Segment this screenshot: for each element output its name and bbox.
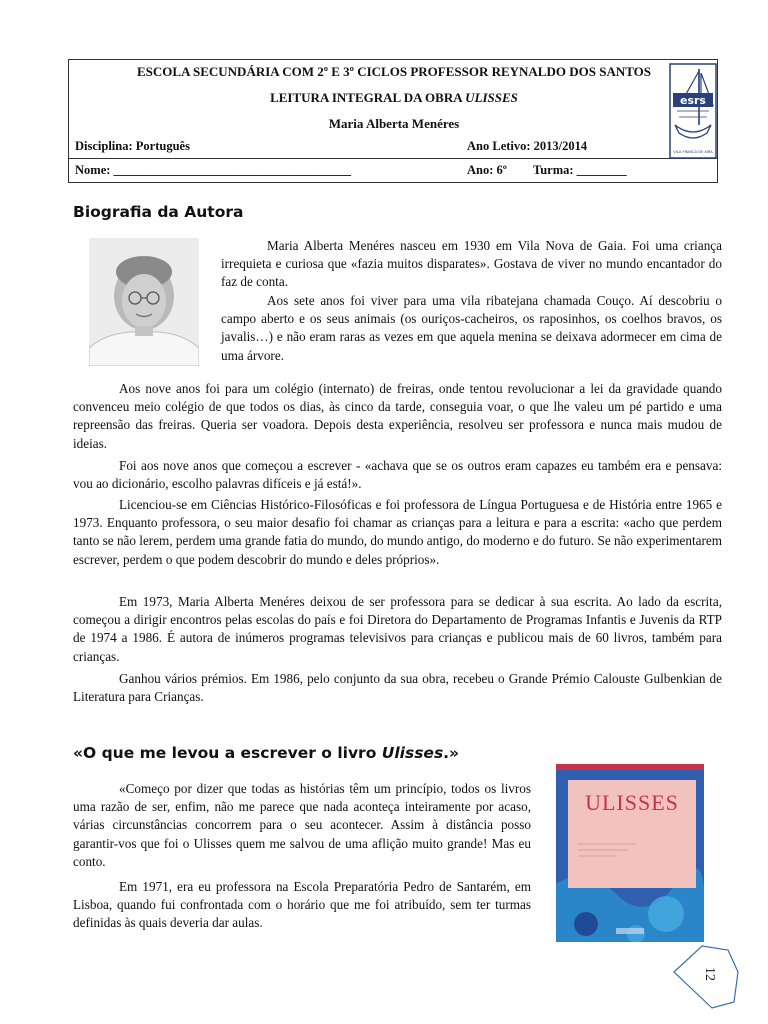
- writing-heading-prefix: «O que me levou a escrever o livro: [73, 744, 382, 762]
- reading-prefix: LEITURA INTEGRAL DA OBRA: [270, 90, 466, 105]
- biography-heading: Biografia da Autora: [73, 203, 244, 221]
- writing-paragraph-1: «Começo por dizer que todas as histórias têm um princípio, todos os livros uma razão de ser, enfim, não me parece que nada aconteça inteiramente por acaso, várias circunstâncias concorrem para o seu acontecer. Assim à distância posso garantir-vos que foi o Ulisses quem me salvou de uma aflição muito grande! Mas eu conto.: [73, 781, 531, 869]
- bio-paragraph-2: Aos sete anos foi viver para uma vila ribatejana chamada Couço. Aí descobriu o campo aberto e os seus animais (os ouriços-cacheiros, os raposinhos, os coelhos bravos, os javalis…) e não eram raras as vezes em que aquela menina se deixava adormecer em cima de uma árvore.: [221, 293, 722, 363]
- writing-heading: [73, 744, 459, 762]
- bio-paragraph-3: Aos nove anos foi para um colégio (internato) de freiras, onde tentou revolucionar a lei da gravidade quando convenceu meio colégio de que todos os dias, às cinco da tarde, conseguia voar, o que lhe valeu um pé partido e uma repreensão das freiras. Queria ser voadora. Depois desta experiência, resolveu ser professora e nunca mais mudou de ideias.: [73, 381, 722, 451]
- author-name: Maria Alberta Menéres: [328, 116, 460, 131]
- book-cover-title: ULISSES: [585, 790, 679, 815]
- bio-paragraph-6: Em 1973, Maria Alberta Menéres deixou de ser professora para se dedicar à sua escrita. Ao lado da escrita, começou a dirigir encontros pelas escolas do país e foi Diretora do Departamento de Programas Infantis e Juvenis da RTP de 1974 a 1986. É autora de inúmeros programas televisivos para crianças e publicou mais de 60 livros, também para crianças.: [73, 594, 722, 664]
- page-number: 12: [702, 967, 717, 981]
- writing-heading-suffix: .»: [443, 744, 460, 762]
- bio-paragraph-1: Maria Alberta Menéres nasceu em 1930 em Vila Nova de Gaia. Foi uma criança irrequieta e curiosa que «fazia muitos disparates». Gostava de viver no mundo encantador do faz de conta.: [221, 238, 722, 290]
- name-field: Nome: ______________________________________: [75, 163, 352, 177]
- reading-work: ULISSES: [465, 90, 518, 105]
- logo-caption: VILA FRANCA DE XIRA: [673, 150, 713, 154]
- class-field: Turma: ________: [533, 163, 627, 177]
- school-logo: [669, 63, 717, 159]
- reading-title: [69, 90, 719, 106]
- bio-paragraph-4: Foi aos nove anos que começou a escrever - «achava que se os outros eram capazes eu também era e pensava: vou ao dicionário, escolho palavras difíceis e já está!».: [73, 458, 722, 492]
- bio-paragraph-5: Licenciou-se em Ciências Histórico-Filosóficas e foi professora de Língua Portuguesa e de História entre 1965 e 1973. Enquanto professora, o seu maior desafio foi chamar as crianças para a leitura e para a escrita: «acho que perdem tanto se não lerem, perdem uma grande fatia do mundo, do mundo antigo, do moderno e do futuro. Se não experimentarem escrever, perdem o que podem descobrir do mundo e deles próprios».: [73, 497, 722, 567]
- author-photo: [89, 238, 199, 366]
- bio-paragraph-7: Ganhou vários prémios. Em 1986, pelo conjunto da sua obra, recebeu o Grande Prémio Calouste Gulbenkian de Literatura para Crianças.: [73, 671, 722, 705]
- document-header: [68, 59, 718, 183]
- page-number-badge: [672, 940, 742, 1010]
- writing-paragraph-2: Em 1971, era eu professora na Escola Preparatória Pedro de Santarém, em Lisboa, quando fui confrontada com o horário que me foi atribuído, sem ter turmas definidas às quais deveria dar aulas.: [73, 879, 531, 931]
- grade-label: Ano: 6º: [467, 163, 507, 177]
- subject-label: Disciplina: Português: [75, 139, 190, 153]
- writing-heading-work: Ulisses: [381, 744, 444, 762]
- book-cover-image: [556, 764, 704, 942]
- header-divider: [69, 158, 717, 159]
- school-name: ESCOLA SECUNDÁRIA COM 2º E 3º CICLOS PROFESSOR REYNALDO DOS SANTOS: [137, 64, 651, 79]
- logo-text: esrs: [680, 94, 706, 107]
- school-year-label: Ano Letivo: 2013/2014: [467, 139, 588, 153]
